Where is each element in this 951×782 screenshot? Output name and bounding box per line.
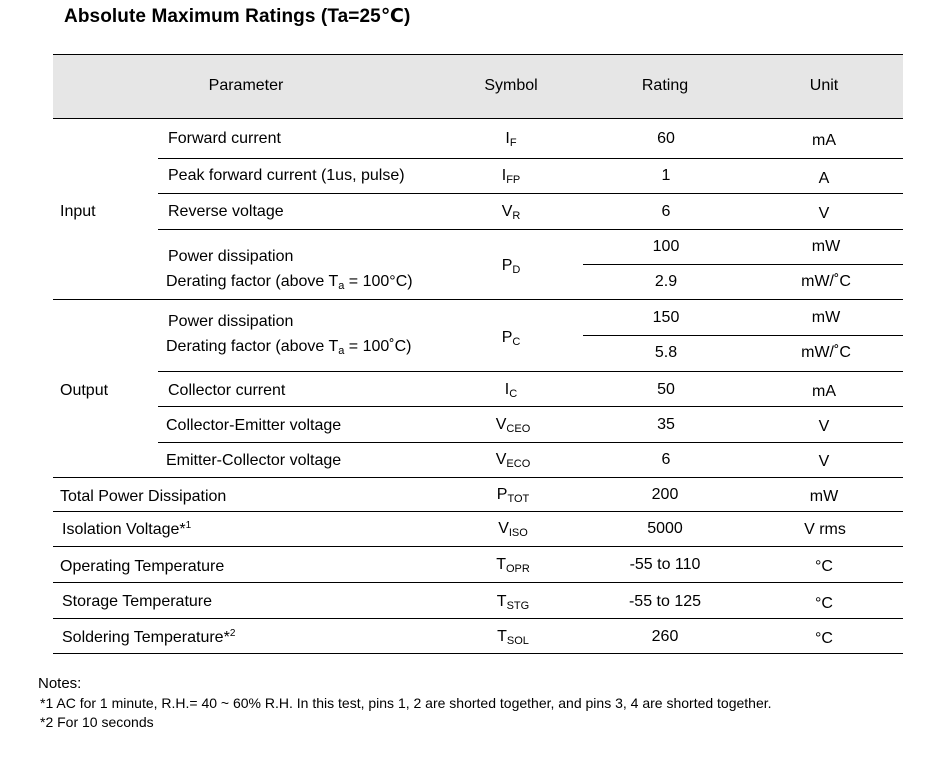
rating-output-derating: 5.8 bbox=[654, 344, 678, 361]
unit-ce-voltage: V bbox=[818, 418, 830, 435]
unit-input-power: mW bbox=[811, 238, 841, 255]
unit-isolation-voltage: V rms bbox=[804, 521, 846, 538]
rating-reverse-voltage: 6 bbox=[661, 203, 671, 220]
param-output-power-dissipation: Power dissipation bbox=[168, 313, 294, 330]
rating-input-derating: 2.9 bbox=[654, 273, 678, 290]
table-header bbox=[53, 54, 903, 118]
page-title: Absolute Maximum Ratings (Ta=25℃) bbox=[64, 6, 411, 27]
symbol-if: $I_F$ bbox=[505, 130, 517, 149]
symbol-vr: $V_R$ bbox=[501, 203, 521, 222]
divider bbox=[158, 193, 903, 194]
unit-peak-forward-current: A bbox=[818, 170, 830, 187]
column-header-rating: Rating bbox=[641, 77, 689, 94]
param-total-power: Total Power Dissipation bbox=[60, 488, 227, 505]
rating-output-power: 150 bbox=[652, 309, 680, 326]
param-isolation-voltage: Isolation Voltage*$^1$ bbox=[62, 520, 192, 538]
symbol-pc: $P_C$ bbox=[501, 329, 521, 348]
symbol-vceo: $V_{CEO}$ bbox=[495, 416, 531, 435]
symbol-pd: $P_D$ bbox=[501, 257, 521, 276]
divider bbox=[158, 371, 903, 372]
note-1: *1 AC for 1 minute, R.H.= 40 ~ 60% R.H. In this test, pins 1, 2 are shorted together, and pins 3, 4 are shorted together. bbox=[40, 695, 772, 711]
divider bbox=[583, 335, 903, 336]
divider bbox=[158, 158, 903, 159]
param-input-power-dissipation: Power dissipation bbox=[168, 248, 294, 265]
unit-total-power: mW bbox=[809, 488, 839, 505]
symbol-veco: $V_{ECO}$ bbox=[495, 451, 531, 470]
divider bbox=[53, 546, 903, 547]
rating-collector-current: 50 bbox=[657, 381, 675, 398]
unit-ec-voltage: V bbox=[818, 453, 830, 470]
symbol-topr: $T_{OPR}$ bbox=[496, 556, 530, 575]
param-operating-temp: Operating Temperature bbox=[60, 558, 225, 575]
divider bbox=[53, 582, 903, 583]
symbol-ifp: $I_{FP}$ bbox=[501, 167, 521, 186]
rating-storage-temp: -55 to 125 bbox=[628, 593, 702, 610]
symbol-tstg: $T_{STG}$ bbox=[496, 593, 530, 612]
divider bbox=[53, 511, 903, 512]
unit-collector-current: mA bbox=[812, 383, 836, 400]
param-output-derating-factor: Derating factor (above $T_a$ = 100˚C) bbox=[166, 338, 412, 357]
symbol-ic: $I_C$ bbox=[504, 381, 518, 400]
rating-ce-voltage: 35 bbox=[657, 416, 675, 433]
unit-output-derating: mW/˚C bbox=[801, 344, 851, 361]
divider bbox=[53, 477, 903, 478]
param-soldering-temp: Soldering Temperature*$^2$ bbox=[62, 628, 236, 646]
divider bbox=[158, 406, 903, 407]
param-collector-current: Collector current bbox=[168, 382, 286, 399]
rating-total-power: 200 bbox=[651, 486, 679, 503]
divider bbox=[583, 264, 903, 265]
column-header-parameter: Parameter bbox=[208, 77, 284, 94]
group-label-output: Output bbox=[60, 382, 109, 399]
rating-peak-forward-current: 1 bbox=[661, 167, 671, 184]
param-peak-forward-current: Peak forward current (1us, pulse) bbox=[168, 167, 405, 184]
param-reverse-voltage: Reverse voltage bbox=[168, 203, 284, 220]
rating-forward-current: 60 bbox=[657, 130, 675, 147]
rating-input-power: 100 bbox=[652, 238, 680, 255]
unit-forward-current: mA bbox=[812, 132, 836, 149]
param-ce-voltage: Collector-Emitter voltage bbox=[166, 417, 342, 434]
group-label-input: Input bbox=[60, 203, 96, 220]
param-input-derating-factor: Derating factor (above $T_a = 100^\circ C$) bbox=[166, 273, 413, 292]
rating-ec-voltage: 6 bbox=[661, 451, 671, 468]
unit-reverse-voltage: V bbox=[818, 205, 830, 222]
divider bbox=[53, 118, 903, 119]
divider bbox=[53, 653, 903, 654]
unit-soldering-temp: °C bbox=[815, 630, 833, 647]
divider bbox=[53, 618, 903, 619]
rating-operating-temp: -55 to 110 bbox=[629, 556, 701, 573]
param-storage-temp: Storage Temperature bbox=[62, 593, 213, 610]
column-header-unit: Unit bbox=[809, 77, 839, 94]
param-forward-current: Forward current bbox=[168, 130, 281, 147]
rating-soldering-temp: 260 bbox=[651, 628, 679, 645]
rating-isolation-voltage: 5000 bbox=[647, 520, 683, 537]
symbol-tsol: $T_{SOL}$ bbox=[497, 628, 529, 647]
param-ec-voltage: Emitter-Collector voltage bbox=[166, 452, 342, 469]
unit-operating-temp: °C bbox=[815, 558, 833, 575]
note-2: *2 For 10 seconds bbox=[40, 714, 154, 730]
unit-storage-temp: °C bbox=[815, 595, 833, 612]
symbol-ptot: $P_{TOT}$ bbox=[496, 486, 530, 505]
column-header-symbol: Symbol bbox=[484, 77, 538, 94]
unit-input-derating: mW/˚C bbox=[801, 273, 851, 290]
symbol-viso: $V_{ISO}$ bbox=[498, 520, 528, 539]
divider bbox=[53, 299, 903, 300]
unit-output-power: mW bbox=[811, 309, 841, 326]
notes-heading: Notes: bbox=[38, 675, 82, 692]
divider bbox=[158, 442, 903, 443]
divider bbox=[53, 54, 903, 55]
divider bbox=[158, 229, 903, 230]
